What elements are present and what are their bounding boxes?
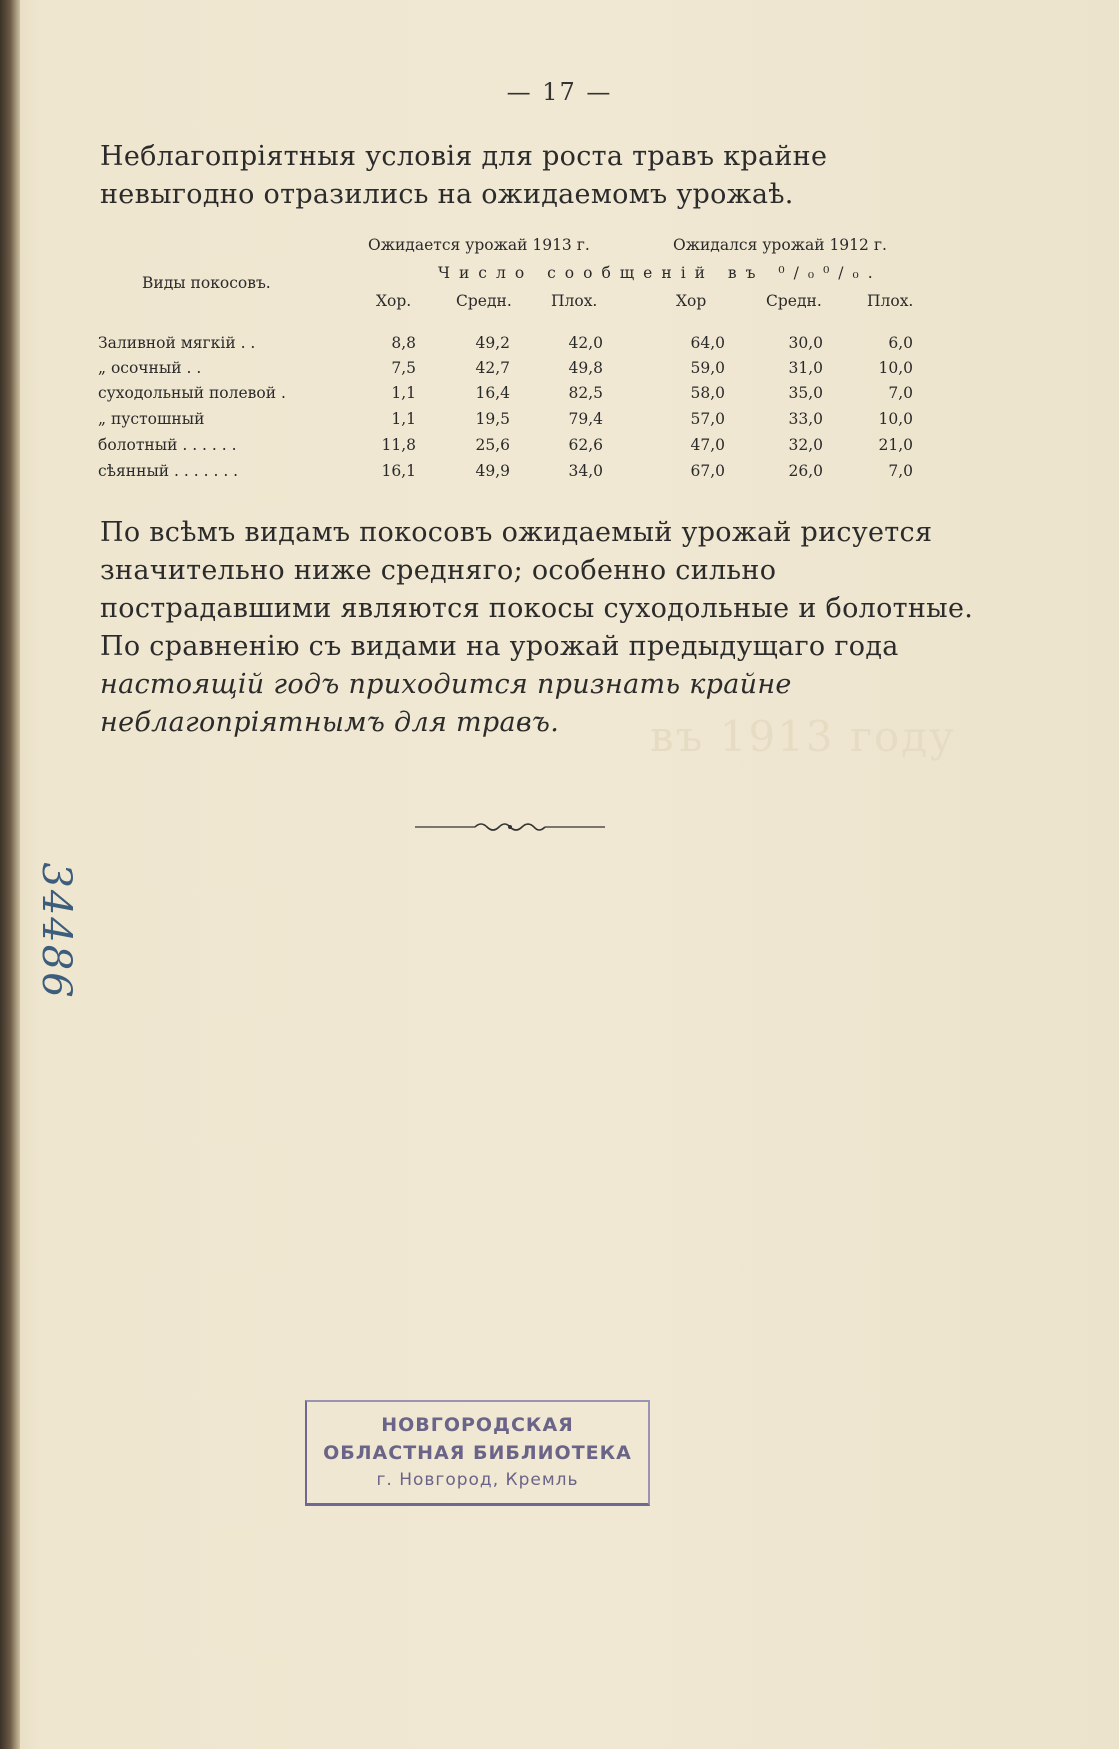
table-cell: 16,1 <box>381 462 416 480</box>
table-cell: 31,0 <box>788 359 823 377</box>
conclusion-text: По всѣмъ видамъ покосовъ ожидаемый урожай рисуется значительно ниже средняго; особенно сильно пострадавшими являются покосы суходольные и болотные. По сравненію съ видами на урожай предыдущаго года <box>100 517 974 662</box>
table-cell: 1,1 <box>391 410 416 428</box>
table-cell: 16,4 <box>475 384 510 402</box>
col-header: Хор <box>676 292 707 310</box>
col-header: Хор. <box>376 292 412 310</box>
table-cell: 6,0 <box>888 334 913 352</box>
col-header: Плох. <box>551 292 598 310</box>
inventory-number-text: 34486 <box>33 862 79 1000</box>
table-cell: 25,6 <box>475 436 510 454</box>
table-cell: 42,0 <box>568 334 603 352</box>
inventory-number <box>28 830 78 1015</box>
table-cell: 8,8 <box>391 334 416 352</box>
row-header: Виды покосовъ. <box>142 274 271 292</box>
header-1912: Ожидался урожай 1912 г. <box>673 236 887 254</box>
col-header: Средн. <box>766 292 822 310</box>
table-cell: 7,0 <box>888 384 913 402</box>
table-cell: 11,8 <box>381 436 416 454</box>
row-label: болотный . . . . . . <box>98 436 237 454</box>
table-cell: 32,0 <box>788 436 823 454</box>
divider-ornament <box>415 820 605 834</box>
table-cell: 10,0 <box>878 410 913 428</box>
bleed-through-text: въ 1913 году <box>650 712 956 761</box>
table-cell: 79,4 <box>568 410 603 428</box>
col-header: Плох. <box>867 292 914 310</box>
table-row <box>98 359 938 385</box>
table-cell: 49,8 <box>568 359 603 377</box>
binding-edge <box>0 0 20 1749</box>
table-cell: 34,0 <box>568 462 603 480</box>
row-label: сѣянный . . . . . . . <box>98 462 239 480</box>
table-cell: 7,0 <box>888 462 913 480</box>
stamp-line: г. Новгород, Кремль <box>376 1470 579 1490</box>
stamp-line: НОВГОРОДСКАЯ <box>381 1414 574 1436</box>
table-cell: 30,0 <box>788 334 823 352</box>
table-cell: 26,0 <box>788 462 823 480</box>
page-number: — 17 — <box>506 78 613 106</box>
stamp-line: ОБЛАСТНАЯ БИБЛИОТЕКА <box>323 1442 632 1464</box>
row-label: „ пустошный <box>98 410 205 428</box>
table-row <box>98 334 938 360</box>
table-row <box>98 462 938 488</box>
row-label: Заливной мягкій . . <box>98 334 256 352</box>
table-cell: 10,0 <box>878 359 913 377</box>
table-row <box>98 436 938 462</box>
row-label: „ осочный . . <box>98 359 202 377</box>
table-cell: 7,5 <box>391 359 416 377</box>
table-cell: 58,0 <box>690 384 725 402</box>
header-1913: Ожидается урожай 1913 г. <box>368 236 590 254</box>
conclusion-paragraph <box>100 514 978 742</box>
table-cell: 82,5 <box>568 384 603 402</box>
table-cell: 49,9 <box>475 462 510 480</box>
table-cell: 42,7 <box>475 359 510 377</box>
table-cell: 1,1 <box>391 384 416 402</box>
count-label: Число сообщеній въ ⁰/₀⁰/₀. <box>438 264 882 282</box>
table-cell: 21,0 <box>878 436 913 454</box>
table-cell: 19,5 <box>475 410 510 428</box>
library-stamp <box>305 1400 650 1506</box>
table-cell: 49,2 <box>475 334 510 352</box>
col-header: Средн. <box>456 292 512 310</box>
table-cell: 33,0 <box>788 410 823 428</box>
table-cell: 67,0 <box>690 462 725 480</box>
table-row <box>98 410 938 436</box>
table-cell: 62,6 <box>568 436 603 454</box>
conclusion-italic: настоящій годъ приходится признать крайне неблагопріятнымъ для травъ. <box>100 669 792 738</box>
table-cell: 35,0 <box>788 384 823 402</box>
table-cell: 59,0 <box>690 359 725 377</box>
table-cell: 64,0 <box>690 334 725 352</box>
row-label: суходольный полевой . <box>98 384 286 402</box>
table-cell: 47,0 <box>690 436 725 454</box>
table-row <box>98 384 938 410</box>
intro-paragraph: Неблагопріятныя условія для роста травъ крайне невыгодно отразились на ожидаемомъ урожаѣ. <box>100 141 828 210</box>
table-cell: 57,0 <box>690 410 725 428</box>
